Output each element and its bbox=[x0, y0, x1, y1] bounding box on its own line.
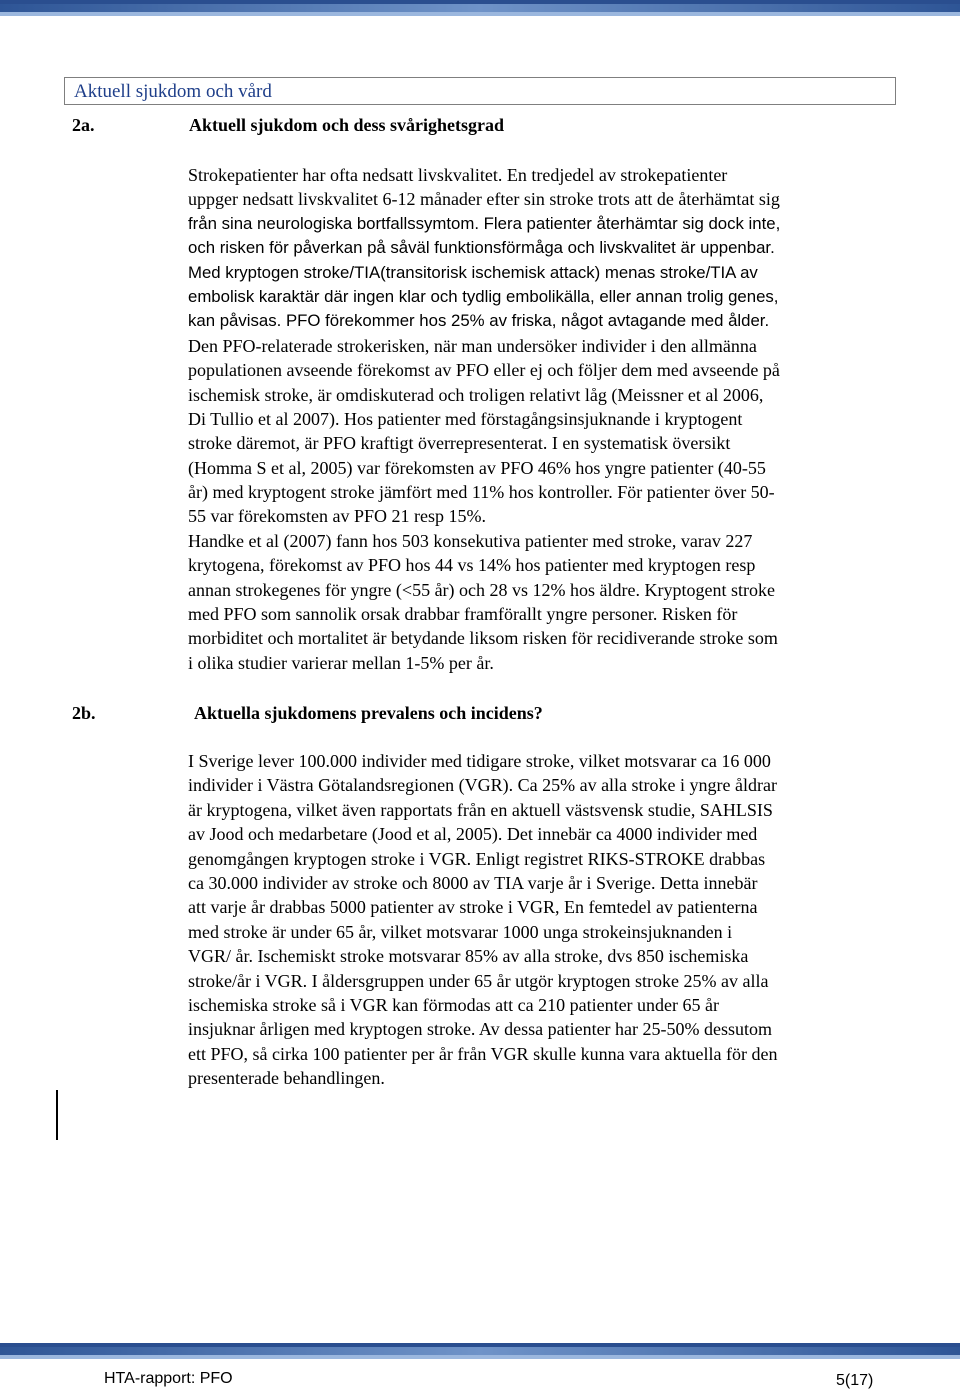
section-2a-title: Aktuell sjukdom och dess svårighetsgrad bbox=[189, 115, 505, 135]
top-band-graphic bbox=[0, 0, 960, 16]
body-line: morbiditet och mortalitet är betydande liksom risken för recidiverande stroke som bbox=[188, 628, 778, 649]
footer-report-name: HTA-rapport: PFO bbox=[104, 1370, 233, 1387]
body-line: i olika studier varierar mellan 1-5% per år. bbox=[188, 652, 494, 673]
body-line: från sina neurologiska bortfallssymtom. Flera patienter återhämtar sig dock inte, bbox=[188, 213, 781, 233]
chapter-header-box bbox=[64, 77, 896, 105]
section-2a-number: 2a. bbox=[72, 115, 95, 135]
body-line: uppger nedsatt livskvalitet 6-12 månader efter sin stroke trots att de återhämtat sig bbox=[188, 189, 780, 210]
body-line: och risken för påverkan på såväl funktionsförmåga och livskvalitet är uppenbar. bbox=[188, 238, 775, 258]
section-2b-body bbox=[188, 749, 896, 1090]
body-line: att varje år drabbas 5000 patienter av stroke i VGR, En femtedel av patienterna bbox=[188, 897, 758, 918]
body-line: av Jood och medarbetare (Jood et al, 2005). Det innebär ca 4000 individer med bbox=[188, 824, 758, 845]
body-line: stroke/år i VGR. I åldersgruppen under 65 år utgör kryptogen stroke 25% av alla bbox=[188, 970, 769, 991]
bottom-decorative-band bbox=[0, 1343, 960, 1359]
body-line: kan påvisas. PFO förekommer hos 25% av friska, något avtagande med ålder. bbox=[188, 311, 770, 331]
body-line: I Sverige lever 100.000 individer med tidigare stroke, vilket motsvarar ca 16 000 bbox=[188, 751, 771, 771]
margin-change-bar bbox=[56, 1090, 58, 1140]
body-line: (Homma S et al, 2005) var förekomsten av PFO 46% hos yngre patienter (40-55 bbox=[188, 457, 766, 478]
section-2b-number: 2b. bbox=[72, 703, 96, 723]
body-line: ischemisk stroke, är omdiskuterad och troligen relativt låg (Meissner et al 2006, bbox=[188, 384, 764, 405]
body-line: med stroke är under 65 år, vilket motsvarar 1000 unga strokeinsjuknanden i bbox=[188, 921, 733, 942]
body-line: populationen avseende förekomst av PFO eller ej och följer dem med avseende på bbox=[188, 360, 780, 381]
body-line: embolisk karaktär där ingen klar och tydlig embolikälla, eller annan trolig genes, bbox=[188, 286, 779, 306]
body-line: krytogena, förekomst av PFO hos 44 vs 14% hos patienter med kryptogen resp bbox=[188, 555, 756, 576]
body-line: individer i Västra Götalandsregionen (VGR). Ca 25% av alla stroke i yngre åldrar bbox=[188, 775, 777, 796]
body-line: 55 var förekomsten av PFO 21 resp 15%. bbox=[188, 506, 486, 527]
bottom-band-graphic bbox=[0, 1343, 960, 1359]
body-line: Handke et al (2007) fann hos 503 konsekutiva patienter med stroke, varav 227 bbox=[188, 530, 753, 551]
body-line: VGR/ år. Ischemiskt stroke motsvarar 85% av alla stroke, dvs 850 ischemiska bbox=[188, 946, 749, 967]
body-line: genomgången kryptogen stroke i VGR. Enligt registret RIKS-STROKE drabbas bbox=[188, 848, 766, 869]
body-line: presenterade behandlingen. bbox=[188, 1068, 385, 1089]
section-2a-body bbox=[188, 163, 896, 675]
body-line: Di Tullio et al 2007). Hos patienter med förstagångsinsjuknande i kryptogent bbox=[188, 408, 743, 429]
section-2b-title: Aktuella sjukdomens prevalens och incidens? bbox=[194, 703, 543, 723]
body-line: Strokepatienter har ofta nedsatt livskvalitet. En tredjedel av strokepatienter bbox=[188, 165, 728, 185]
body-line: med PFO som sannolik orsak drabbar framförallt yngre personer. Risken för bbox=[188, 604, 738, 625]
body-line: Med kryptogen stroke/TIA(transitorisk ischemisk attack) menas stroke/TIA av bbox=[188, 262, 758, 282]
body-line: ischemiska stroke så i VGR kan förmodas att ca 210 patienter under 65 år bbox=[188, 994, 720, 1015]
body-line: annan strokegenes för yngre (<55 år) och 28 vs 12% hos äldre. Kryptogent stroke bbox=[188, 579, 775, 600]
body-line: stroke däremot, är PFO kraftigt överrepresenterat. I en systematisk översikt bbox=[188, 433, 731, 454]
body-line: Den PFO-relaterade strokerisken, när man undersöker individer i den allmänna bbox=[188, 335, 757, 356]
body-line: ett PFO, så cirka 100 patienter per år från VGR skulle kunna vara aktuella för den bbox=[188, 1043, 778, 1064]
top-decorative-band bbox=[0, 0, 960, 16]
body-line: är kryptogena, vilket även rapportats från en aktuell västsvensk studie, SAHLSIS bbox=[188, 799, 773, 820]
body-line: insjuknar årligen med kryptogen stroke. Av dessa patienter har 25-50% dessutom bbox=[188, 1019, 773, 1040]
chapter-title: Aktuell sjukdom och vård bbox=[74, 81, 272, 102]
footer-page-number: 5(17) bbox=[836, 1372, 874, 1389]
body-line: år) med kryptogent stroke jämfört med 11% hos kontroller. För patienter över 50- bbox=[188, 482, 775, 503]
body-line: ca 30.000 individer av stroke och 8000 av TIA varje år i Sverige. Detta innebär bbox=[188, 872, 758, 893]
